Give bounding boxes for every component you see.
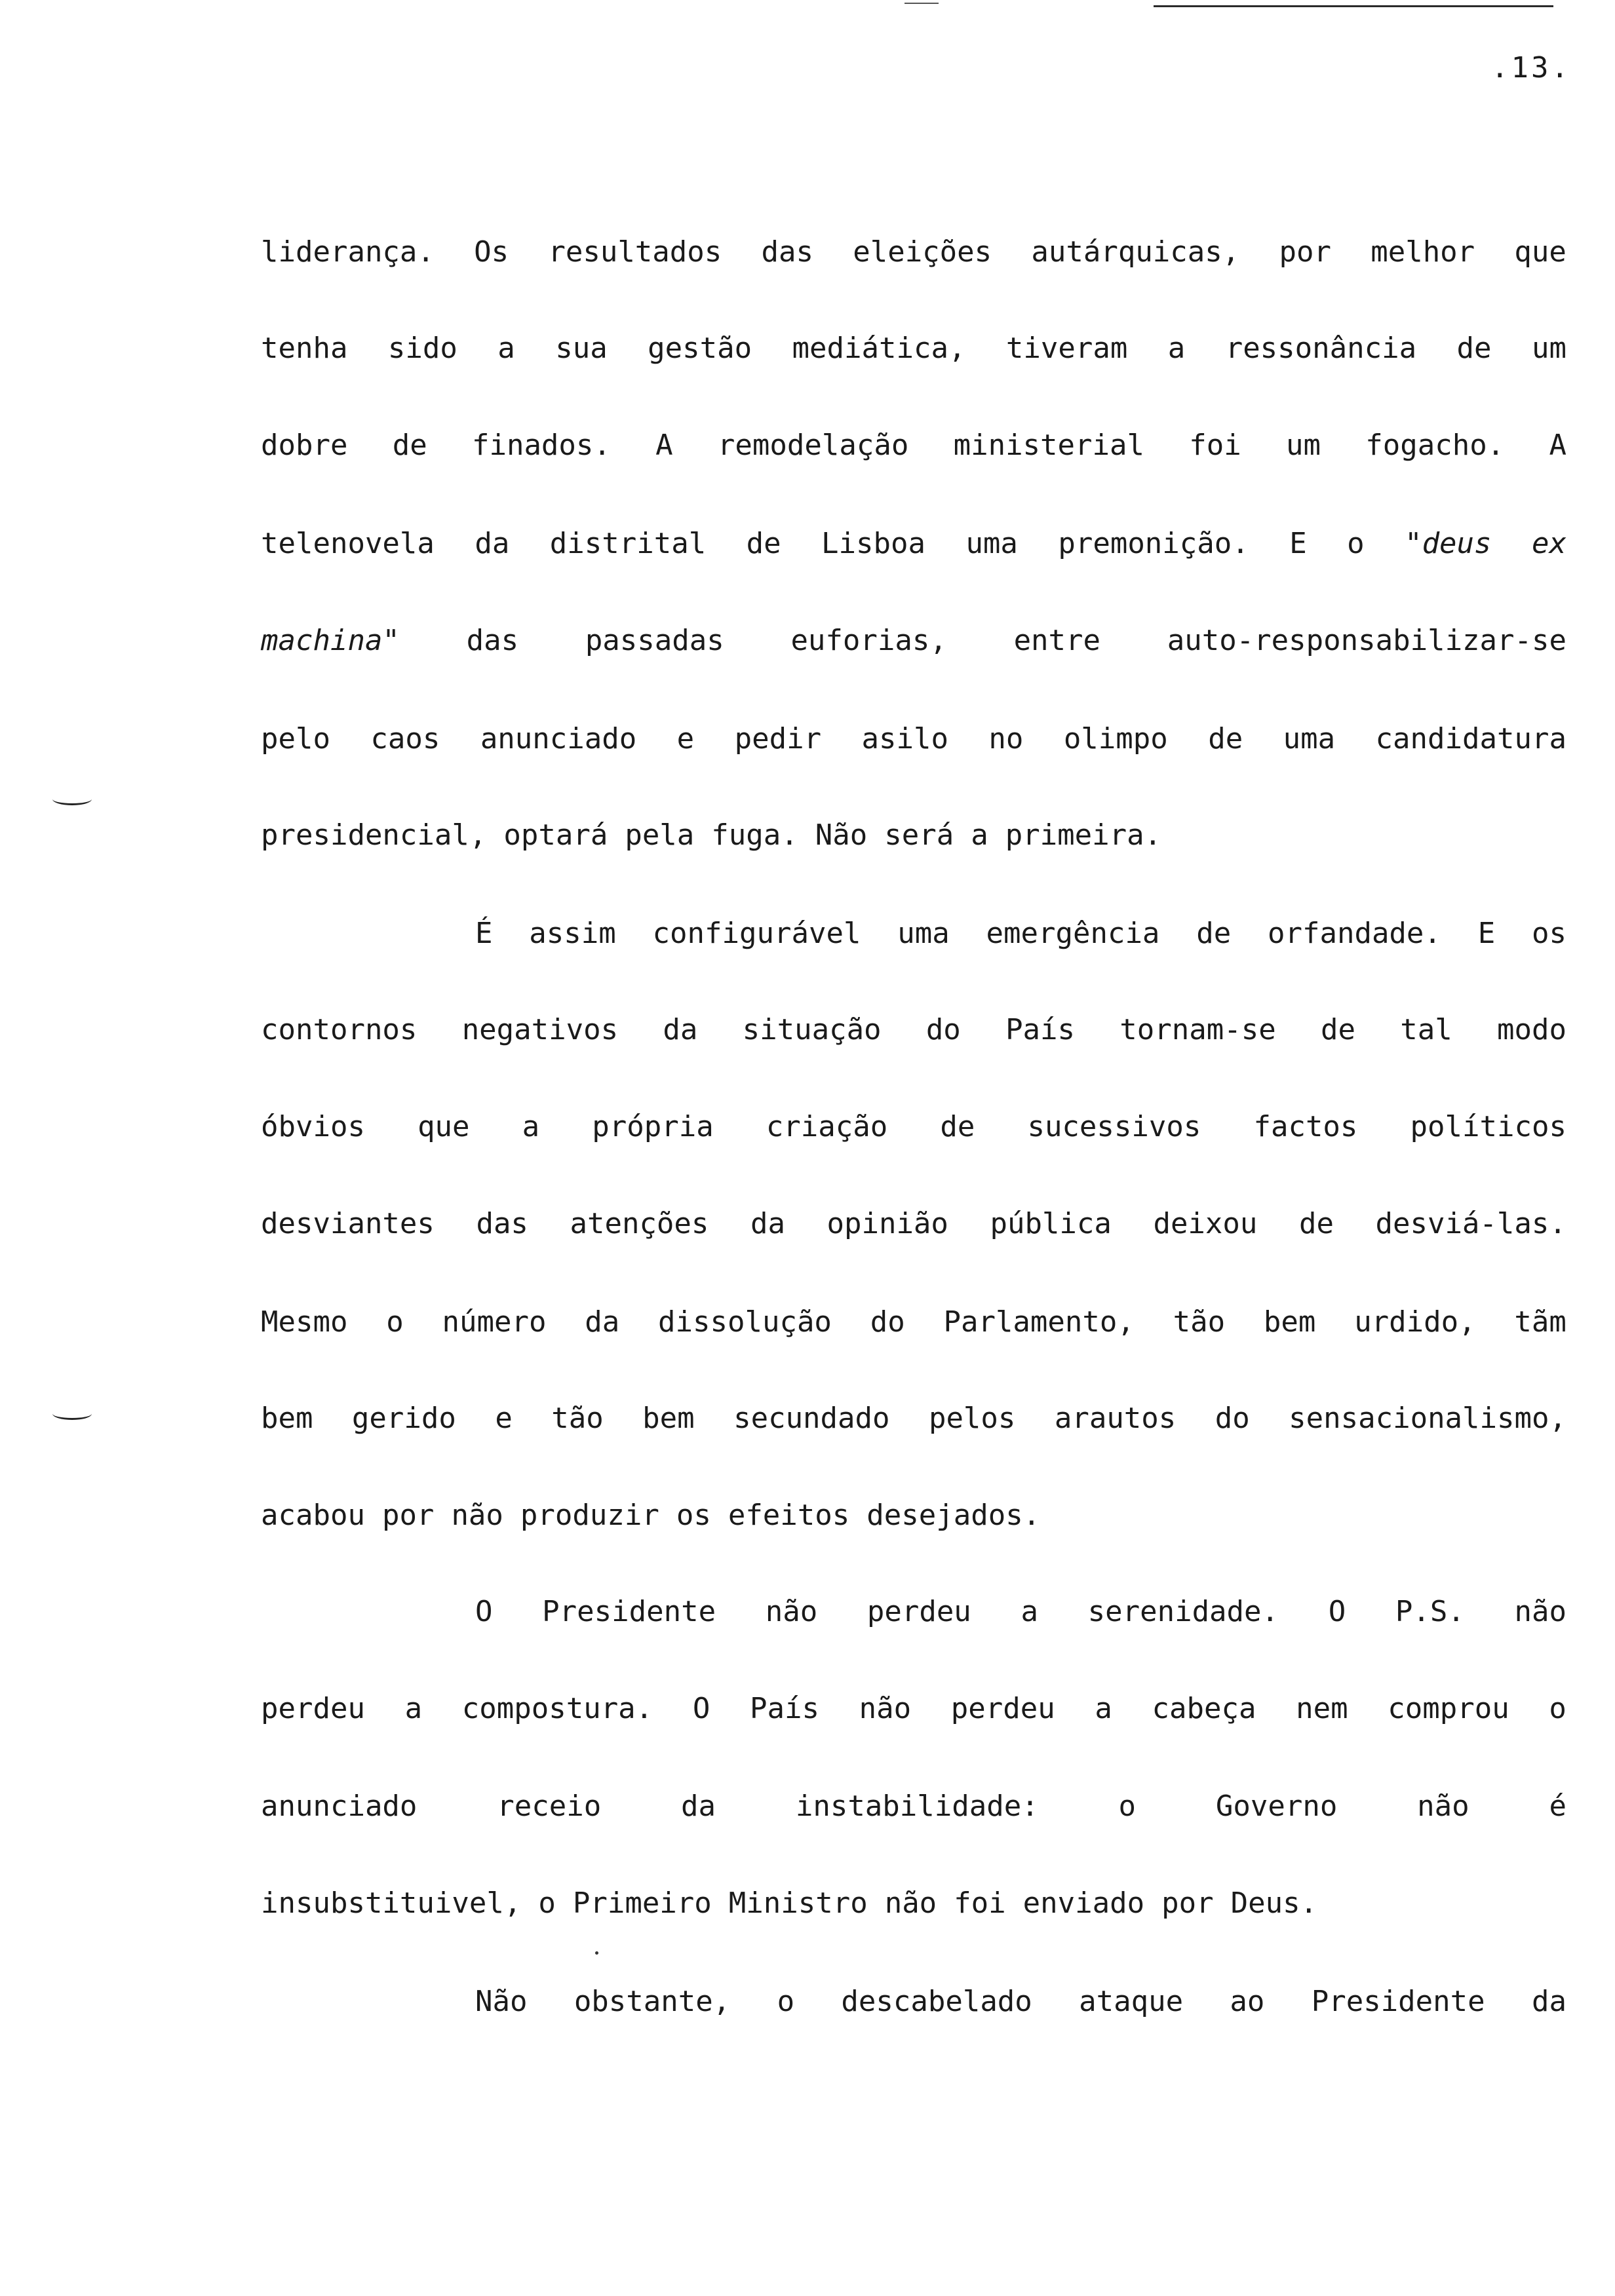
text-line: perdeu a compostura. O País não perdeu a cabeça nem comprou o (261, 1692, 1566, 1725)
scan-artifact-rule (905, 3, 939, 4)
text-line: presidencial, optará pela fuga. Não será a primeira. (261, 818, 1162, 852)
text-line: machina" das passadas euforias, entre auto-responsabilizar-se (261, 624, 1566, 657)
text-line: Não obstante, o descabelado ataque ao Presidente da (475, 1985, 1566, 2018)
text-line: acabou por não produzir os efeitos desejados. (261, 1499, 1041, 1532)
text-line: dobre de finados. A remodelação ministerial foi um fogacho. A (261, 429, 1566, 462)
text-line: Mesmo o número da dissolução do Parlamento, tão bem urdido, tãm (261, 1305, 1566, 1339)
text-line: pelo caos anunciado e pedir asilo no olimpo de uma candidatura (261, 722, 1566, 756)
text-line: desviantes das atenções da opinião pública deixou de desviá-las. (261, 1207, 1566, 1240)
scan-speck (595, 1951, 598, 1955)
text-line: É assim configurável uma emergência de orfandade. E os (475, 917, 1566, 950)
text-line: O Presidente não perdeu a serenidade. O P.S. não (475, 1595, 1566, 1628)
text-line: bem gerido e tão bem secundado pelos arautos do sensacionalismo, (261, 1402, 1566, 1435)
text-line: insubstituivel, o Primeiro Ministro não foi enviado por Deus. (261, 1886, 1318, 1920)
page-number: .13. (1491, 51, 1571, 85)
text-line: óbvios que a própria criação de sucessivos factos políticos (261, 1110, 1566, 1143)
text-line: anunciado receio da instabilidade: o Governo não é (261, 1789, 1566, 1823)
scan-margin-mark (52, 793, 92, 805)
text-line: tenha sido a sua gestão mediática, tiveram a ressonância de um (261, 332, 1566, 365)
text-line: liderança. Os resultados das eleições autárquicas, por melhor que (261, 235, 1566, 269)
text-line: telenovela da distrital de Lisboa uma premonição. E o "deus ex (261, 527, 1566, 560)
scan-margin-mark (52, 1407, 92, 1420)
scan-artifact-rule (1154, 5, 1553, 7)
text-line: contornos negativos da situação do País tornam-se de tal modo (261, 1013, 1566, 1046)
